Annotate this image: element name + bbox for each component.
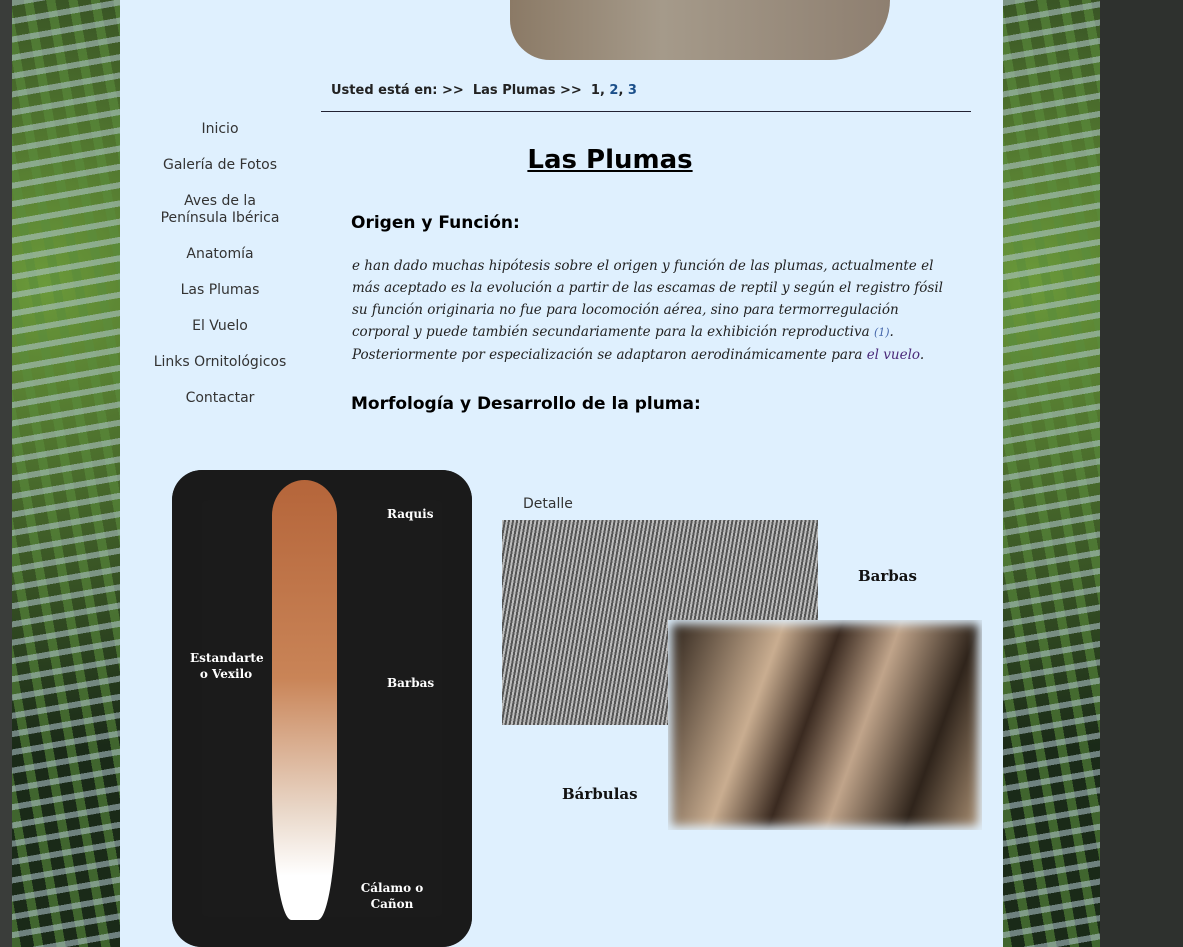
page-2-link[interactable]: 2	[609, 83, 619, 98]
paragraph-text: .	[919, 347, 925, 363]
nav-links[interactable]: Links Ornitológicos	[153, 354, 287, 370]
breadcrumb-section[interactable]: Las Plumas	[472, 83, 556, 98]
divider	[321, 111, 971, 112]
label-raquis: Raquis	[387, 507, 434, 521]
reference-link[interactable]: (1)	[873, 326, 890, 339]
page-3-link[interactable]: 3	[627, 83, 637, 98]
el-vuelo-link[interactable]: el vuelo	[866, 347, 920, 363]
nav-contactar[interactable]: Contactar	[185, 390, 255, 406]
section-heading-origen: Origen y Función:	[351, 213, 520, 233]
sidebar-nav	[140, 121, 300, 426]
nav-anatomia[interactable]: Anatomía	[186, 246, 254, 262]
nav-inicio[interactable]: Inicio	[201, 121, 239, 137]
breadcrumb: Usted está en: >> Las Plumas >> 1, 2, 3	[331, 83, 637, 98]
nav-las-plumas[interactable]: Las Plumas	[180, 282, 260, 298]
detail-image-barbules	[668, 620, 982, 830]
nav-el-vuelo[interactable]: El Vuelo	[192, 318, 248, 334]
section-paragraph	[352, 255, 952, 366]
breadcrumb-separator: >>	[560, 83, 582, 98]
section-heading-morfologia: Morfología y Desarrollo de la pluma:	[351, 394, 701, 414]
feather	[272, 480, 337, 920]
page-title: Las Plumas	[527, 145, 693, 175]
feather-diagram-image	[172, 470, 472, 947]
page-1: 1	[590, 83, 600, 98]
paragraph-text: . Posteriormente por especialización se adaptaron aerodinámicamente para	[352, 324, 894, 363]
detail-caption: Detalle	[523, 496, 573, 512]
right-decorative-border	[1003, 0, 1100, 947]
label-barbas: Barbas	[387, 676, 435, 690]
label-calamo: Cálamo o Cañon	[360, 881, 424, 911]
label-estandarte: Estandarte o Vexilo	[190, 651, 264, 681]
label-detail-barbas: Barbas	[858, 567, 917, 585]
nav-aves[interactable]: Aves de la Península Ibérica	[160, 193, 280, 226]
owl-header-image	[510, 0, 890, 60]
paragraph-text: e han dado muchas hipótesis sobre el origen y función de las plumas, actualmente el más aceptado es la evolución a partir de las escamas de reptil y según el registro fósil su función originaria no fue para locomoción aérea, sino para termorregulación corporal y puede también secundariamente para la exhibición reproductiva	[352, 258, 943, 340]
nav-galeria[interactable]: Galería de Fotos	[162, 157, 278, 173]
breadcrumb-prefix: Usted está en: >>	[331, 83, 464, 98]
label-detail-barbulas: Bárbulas	[562, 785, 638, 803]
left-decorative-border	[12, 0, 120, 947]
